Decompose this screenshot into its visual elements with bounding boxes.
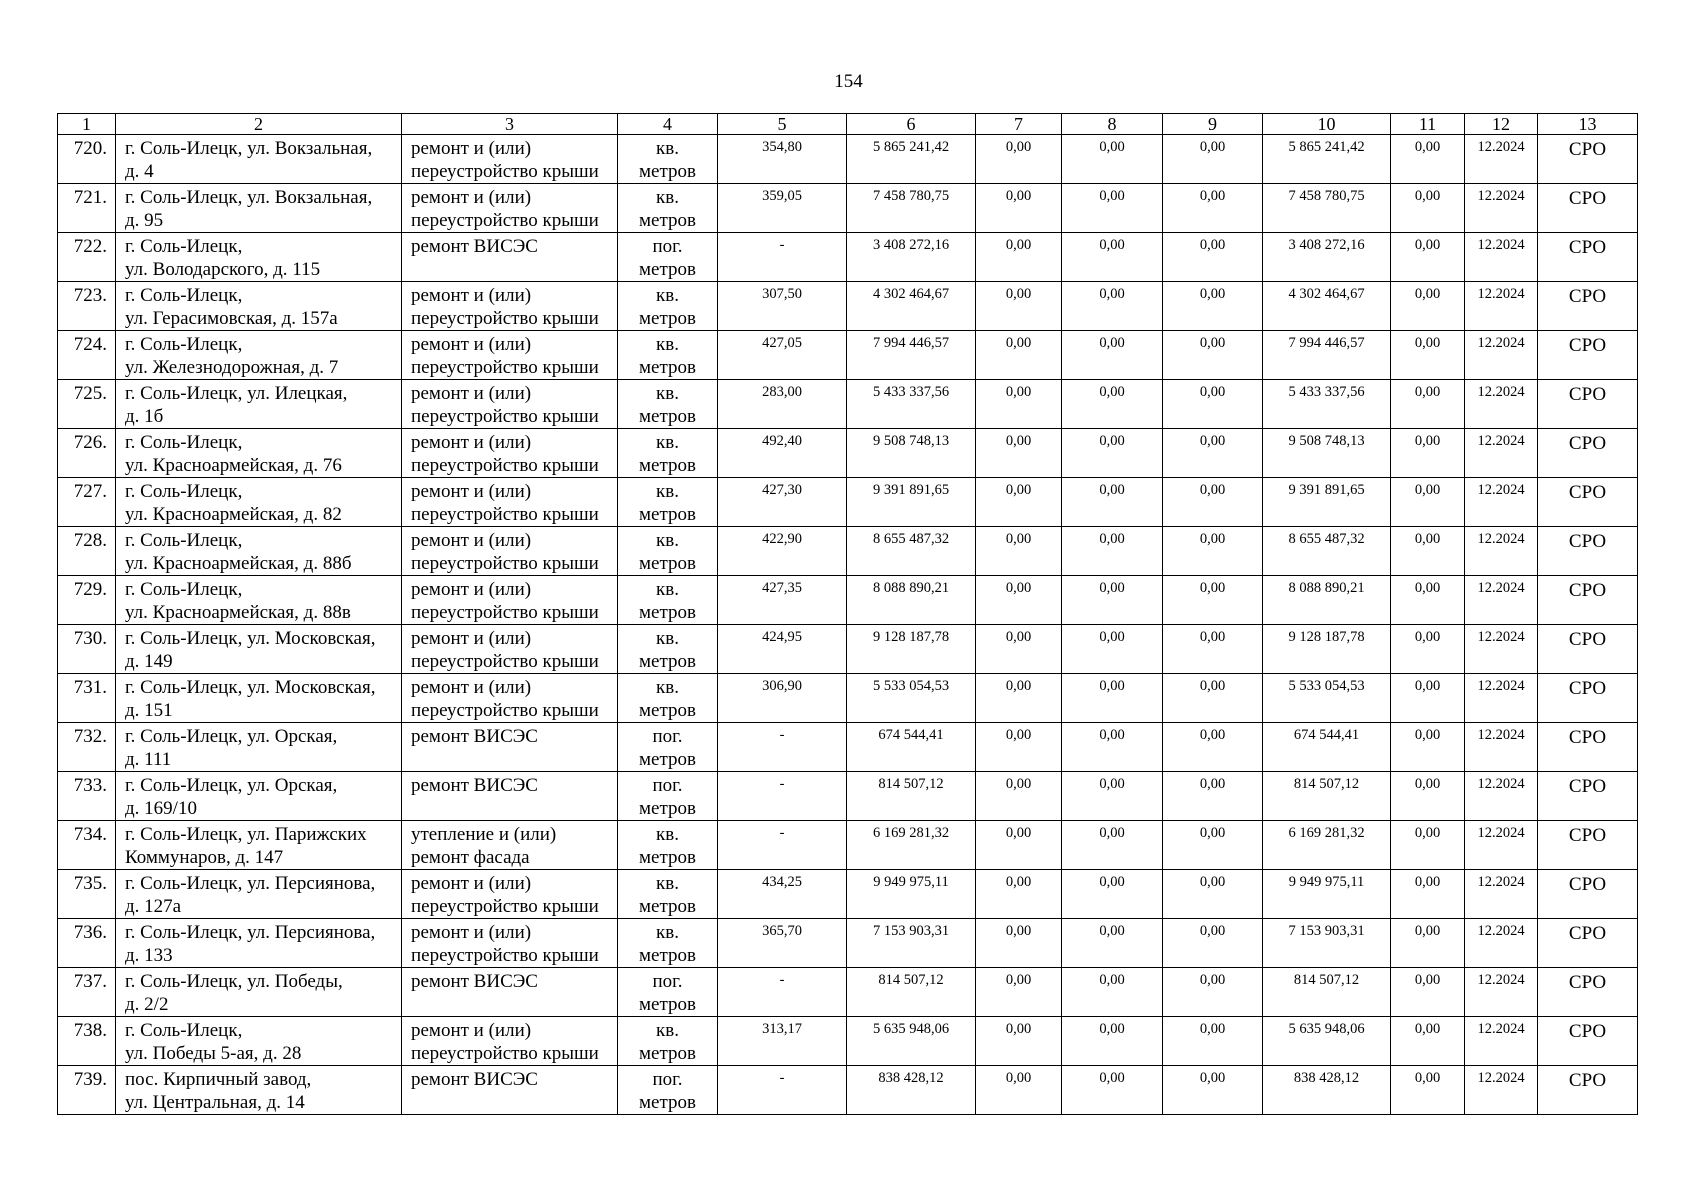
value-cell-7: 0,00 (976, 625, 1062, 674)
payer-cell: СРО (1538, 282, 1638, 331)
area-cell: 354,80 (718, 135, 847, 184)
unit-cell: кв. метров (618, 576, 718, 625)
payer-cell: СРО (1538, 674, 1638, 723)
total-cost-cell: 4 302 464,67 (847, 282, 976, 331)
total-cost-cell: 814 507,12 (847, 772, 976, 821)
value-cell-7: 0,00 (976, 282, 1062, 331)
address-cell: г. Соль-Илецк, ул. Московская, д. 151 (116, 674, 402, 723)
row-number: 737. (58, 968, 116, 1017)
table-row (58, 478, 1638, 527)
table-row (58, 821, 1638, 870)
completion-date-cell: 12.2024 (1465, 478, 1538, 527)
value-cell-7: 0,00 (976, 968, 1062, 1017)
column-header: 13 (1538, 114, 1638, 135)
column-header: 1 (58, 114, 116, 135)
value-cell-11: 0,00 (1391, 919, 1465, 968)
unit-cell: кв. метров (618, 429, 718, 478)
area-cell: - (718, 233, 847, 282)
value-cell-8: 0,00 (1062, 184, 1163, 233)
area-cell: 424,95 (718, 625, 847, 674)
value-cell-10: 5 865 241,42 (1263, 135, 1391, 184)
area-cell: 422,90 (718, 527, 847, 576)
unit-cell: пог. метров (618, 1066, 718, 1115)
total-cost-cell: 674 544,41 (847, 723, 976, 772)
unit-cell: пог. метров (618, 968, 718, 1017)
work-type-cell: ремонт и (или) переустройство крыши (402, 919, 618, 968)
value-cell-10: 5 433 337,56 (1263, 380, 1391, 429)
value-cell-10: 9 949 975,11 (1263, 870, 1391, 919)
payer-cell: СРО (1538, 968, 1638, 1017)
column-header: 2 (116, 114, 402, 135)
payer-cell: СРО (1538, 576, 1638, 625)
value-cell-10: 814 507,12 (1263, 772, 1391, 821)
address-cell: г. Соль-Илецк, ул. Орская, д. 169/10 (116, 772, 402, 821)
row-number: 722. (58, 233, 116, 282)
address-cell: г. Соль-Илецк, ул. Герасимовская, д. 157а (116, 282, 402, 331)
value-cell-7: 0,00 (976, 429, 1062, 478)
address-cell: г. Соль-Илецк, ул. Илецкая, д. 1б (116, 380, 402, 429)
work-type-cell: ремонт и (или) переустройство крыши (402, 184, 618, 233)
value-cell-8: 0,00 (1062, 821, 1163, 870)
row-number: 733. (58, 772, 116, 821)
value-cell-10: 838 428,12 (1263, 1066, 1391, 1115)
completion-date-cell: 12.2024 (1465, 674, 1538, 723)
table-row (58, 527, 1638, 576)
value-cell-7: 0,00 (976, 772, 1062, 821)
value-cell-11: 0,00 (1391, 821, 1465, 870)
value-cell-7: 0,00 (976, 870, 1062, 919)
table-row (58, 1066, 1638, 1115)
table-row (58, 576, 1638, 625)
value-cell-11: 0,00 (1391, 184, 1465, 233)
value-cell-11: 0,00 (1391, 1017, 1465, 1066)
value-cell-9: 0,00 (1163, 821, 1263, 870)
value-cell-8: 0,00 (1062, 968, 1163, 1017)
work-type-cell: ремонт и (или) переустройство крыши (402, 625, 618, 674)
table-row (58, 1017, 1638, 1066)
value-cell-10: 5 635 948,06 (1263, 1017, 1391, 1066)
address-cell: г. Соль-Илецк, ул. Победы, д. 2/2 (116, 968, 402, 1017)
payer-cell: СРО (1538, 772, 1638, 821)
unit-cell: кв. метров (618, 282, 718, 331)
area-cell: - (718, 772, 847, 821)
value-cell-9: 0,00 (1163, 674, 1263, 723)
work-type-cell: ремонт и (или) переустройство крыши (402, 674, 618, 723)
work-type-cell: ремонт ВИСЭС (402, 772, 618, 821)
value-cell-9: 0,00 (1163, 919, 1263, 968)
value-cell-9: 0,00 (1163, 233, 1263, 282)
completion-date-cell: 12.2024 (1465, 576, 1538, 625)
value-cell-8: 0,00 (1062, 1017, 1163, 1066)
total-cost-cell: 9 128 187,78 (847, 625, 976, 674)
value-cell-8: 0,00 (1062, 625, 1163, 674)
area-cell: 313,17 (718, 1017, 847, 1066)
value-cell-9: 0,00 (1163, 135, 1263, 184)
value-cell-7: 0,00 (976, 478, 1062, 527)
table-row (58, 282, 1638, 331)
total-cost-cell: 6 169 281,32 (847, 821, 976, 870)
area-cell: 359,05 (718, 184, 847, 233)
completion-date-cell: 12.2024 (1465, 870, 1538, 919)
unit-cell: пог. метров (618, 233, 718, 282)
address-cell: г. Соль-Илецк, ул. Вокзальная, д. 95 (116, 184, 402, 233)
value-cell-7: 0,00 (976, 527, 1062, 576)
value-cell-11: 0,00 (1391, 478, 1465, 527)
work-type-cell: ремонт и (или) переустройство крыши (402, 135, 618, 184)
payer-cell: СРО (1538, 1017, 1638, 1066)
work-type-cell: ремонт и (или) переустройство крыши (402, 478, 618, 527)
value-cell-7: 0,00 (976, 723, 1062, 772)
area-cell: 307,50 (718, 282, 847, 331)
repair-program-table (57, 113, 1638, 1115)
completion-date-cell: 12.2024 (1465, 429, 1538, 478)
value-cell-11: 0,00 (1391, 135, 1465, 184)
unit-cell: кв. метров (618, 625, 718, 674)
row-number: 723. (58, 282, 116, 331)
row-number: 727. (58, 478, 116, 527)
unit-cell: пог. метров (618, 723, 718, 772)
unit-cell: кв. метров (618, 135, 718, 184)
row-number: 732. (58, 723, 116, 772)
column-header: 4 (618, 114, 718, 135)
row-number: 735. (58, 870, 116, 919)
value-cell-8: 0,00 (1062, 527, 1163, 576)
completion-date-cell: 12.2024 (1465, 625, 1538, 674)
address-cell: г. Соль-Илецк, ул. Володарского, д. 115 (116, 233, 402, 282)
value-cell-8: 0,00 (1062, 576, 1163, 625)
row-number: 730. (58, 625, 116, 674)
payer-cell: СРО (1538, 478, 1638, 527)
column-header: 10 (1263, 114, 1391, 135)
payer-cell: СРО (1538, 1066, 1638, 1115)
value-cell-9: 0,00 (1163, 870, 1263, 919)
header-row (58, 114, 1638, 135)
work-type-cell: ремонт и (или) переустройство крыши (402, 380, 618, 429)
work-type-cell: ремонт ВИСЭС (402, 1066, 618, 1115)
total-cost-cell: 9 508 748,13 (847, 429, 976, 478)
value-cell-10: 8 655 487,32 (1263, 527, 1391, 576)
completion-date-cell: 12.2024 (1465, 1017, 1538, 1066)
row-number: 734. (58, 821, 116, 870)
work-type-cell: утепление и (или) ремонт фасада (402, 821, 618, 870)
total-cost-cell: 7 153 903,31 (847, 919, 976, 968)
address-cell: г. Соль-Илецк, ул. Вокзальная, д. 4 (116, 135, 402, 184)
value-cell-9: 0,00 (1163, 772, 1263, 821)
value-cell-8: 0,00 (1062, 135, 1163, 184)
table-row (58, 625, 1638, 674)
work-type-cell: ремонт и (или) переустройство крыши (402, 331, 618, 380)
total-cost-cell: 5 433 337,56 (847, 380, 976, 429)
completion-date-cell: 12.2024 (1465, 968, 1538, 1017)
column-header: 5 (718, 114, 847, 135)
value-cell-10: 9 508 748,13 (1263, 429, 1391, 478)
value-cell-11: 0,00 (1391, 1066, 1465, 1115)
value-cell-8: 0,00 (1062, 282, 1163, 331)
value-cell-10: 9 128 187,78 (1263, 625, 1391, 674)
column-header: 9 (1163, 114, 1263, 135)
payer-cell: СРО (1538, 527, 1638, 576)
completion-date-cell: 12.2024 (1465, 772, 1538, 821)
unit-cell: кв. метров (618, 870, 718, 919)
address-cell: г. Соль-Илецк, ул. Персиянова, д. 127а (116, 870, 402, 919)
value-cell-10: 9 391 891,65 (1263, 478, 1391, 527)
table-row (58, 919, 1638, 968)
area-cell: 492,40 (718, 429, 847, 478)
work-type-cell: ремонт и (или) переустройство крыши (402, 429, 618, 478)
value-cell-8: 0,00 (1062, 478, 1163, 527)
value-cell-9: 0,00 (1163, 625, 1263, 674)
address-cell: г. Соль-Илецк, ул. Красноармейская, д. 88б (116, 527, 402, 576)
payer-cell: СРО (1538, 625, 1638, 674)
value-cell-8: 0,00 (1062, 674, 1163, 723)
value-cell-7: 0,00 (976, 1066, 1062, 1115)
address-cell: г. Соль-Илецк, ул. Красноармейская, д. 88в (116, 576, 402, 625)
value-cell-7: 0,00 (976, 331, 1062, 380)
value-cell-10: 3 408 272,16 (1263, 233, 1391, 282)
row-number: 738. (58, 1017, 116, 1066)
total-cost-cell: 3 408 272,16 (847, 233, 976, 282)
payer-cell: СРО (1538, 870, 1638, 919)
completion-date-cell: 12.2024 (1465, 331, 1538, 380)
value-cell-7: 0,00 (976, 919, 1062, 968)
value-cell-8: 0,00 (1062, 380, 1163, 429)
unit-cell: кв. метров (618, 331, 718, 380)
table-row (58, 870, 1638, 919)
completion-date-cell: 12.2024 (1465, 380, 1538, 429)
table-row (58, 380, 1638, 429)
row-number: 726. (58, 429, 116, 478)
value-cell-11: 0,00 (1391, 968, 1465, 1017)
work-type-cell: ремонт и (или) переустройство крыши (402, 1017, 618, 1066)
column-header: 12 (1465, 114, 1538, 135)
completion-date-cell: 12.2024 (1465, 135, 1538, 184)
table-row (58, 135, 1638, 184)
row-number: 729. (58, 576, 116, 625)
area-cell: - (718, 968, 847, 1017)
area-cell: 427,05 (718, 331, 847, 380)
table-row (58, 184, 1638, 233)
value-cell-7: 0,00 (976, 135, 1062, 184)
payer-cell: СРО (1538, 135, 1638, 184)
value-cell-7: 0,00 (976, 674, 1062, 723)
total-cost-cell: 5 865 241,42 (847, 135, 976, 184)
table-row (58, 674, 1638, 723)
address-cell: пос. Кирпичный завод, ул. Центральная, д. 14 (116, 1066, 402, 1115)
value-cell-7: 0,00 (976, 233, 1062, 282)
value-cell-10: 814 507,12 (1263, 968, 1391, 1017)
completion-date-cell: 12.2024 (1465, 1066, 1538, 1115)
value-cell-9: 0,00 (1163, 576, 1263, 625)
page-number: 154 (834, 71, 863, 92)
value-cell-9: 0,00 (1163, 331, 1263, 380)
area-cell: - (718, 723, 847, 772)
work-type-cell: ремонт ВИСЭС (402, 233, 618, 282)
value-cell-10: 8 088 890,21 (1263, 576, 1391, 625)
area-cell: 283,00 (718, 380, 847, 429)
payer-cell: СРО (1538, 380, 1638, 429)
unit-cell: кв. метров (618, 919, 718, 968)
value-cell-10: 7 994 446,57 (1263, 331, 1391, 380)
value-cell-9: 0,00 (1163, 527, 1263, 576)
completion-date-cell: 12.2024 (1465, 919, 1538, 968)
value-cell-9: 0,00 (1163, 282, 1263, 331)
row-number: 720. (58, 135, 116, 184)
value-cell-8: 0,00 (1062, 1066, 1163, 1115)
address-cell: г. Соль-Илецк, ул. Московская, д. 149 (116, 625, 402, 674)
table-row (58, 233, 1638, 282)
column-header: 6 (847, 114, 976, 135)
value-cell-9: 0,00 (1163, 723, 1263, 772)
completion-date-cell: 12.2024 (1465, 282, 1538, 331)
work-type-cell: ремонт и (или) переустройство крыши (402, 576, 618, 625)
total-cost-cell: 9 949 975,11 (847, 870, 976, 919)
value-cell-10: 5 533 054,53 (1263, 674, 1391, 723)
area-cell: 306,90 (718, 674, 847, 723)
address-cell: г. Соль-Илецк, ул. Железнодорожная, д. 7 (116, 331, 402, 380)
row-number: 728. (58, 527, 116, 576)
value-cell-11: 0,00 (1391, 233, 1465, 282)
work-type-cell: ремонт и (или) переустройство крыши (402, 527, 618, 576)
unit-cell: кв. метров (618, 674, 718, 723)
value-cell-10: 7 458 780,75 (1263, 184, 1391, 233)
work-type-cell: ремонт ВИСЭС (402, 968, 618, 1017)
value-cell-8: 0,00 (1062, 429, 1163, 478)
total-cost-cell: 9 391 891,65 (847, 478, 976, 527)
column-header: 8 (1062, 114, 1163, 135)
address-cell: г. Соль-Илецк, ул. Орская, д. 111 (116, 723, 402, 772)
value-cell-9: 0,00 (1163, 429, 1263, 478)
table-row (58, 331, 1638, 380)
value-cell-10: 6 169 281,32 (1263, 821, 1391, 870)
completion-date-cell: 12.2024 (1465, 527, 1538, 576)
value-cell-11: 0,00 (1391, 576, 1465, 625)
work-type-cell: ремонт и (или) переустройство крыши (402, 282, 618, 331)
address-cell: г. Соль-Илецк, ул. Парижских Коммунаров, д. 147 (116, 821, 402, 870)
unit-cell: кв. метров (618, 1017, 718, 1066)
total-cost-cell: 7 458 780,75 (847, 184, 976, 233)
total-cost-cell: 7 994 446,57 (847, 331, 976, 380)
value-cell-9: 0,00 (1163, 1066, 1263, 1115)
value-cell-11: 0,00 (1391, 674, 1465, 723)
row-number: 724. (58, 331, 116, 380)
value-cell-8: 0,00 (1062, 331, 1163, 380)
completion-date-cell: 12.2024 (1465, 821, 1538, 870)
table-row (58, 723, 1638, 772)
payer-cell: СРО (1538, 233, 1638, 282)
column-header: 11 (1391, 114, 1465, 135)
total-cost-cell: 838 428,12 (847, 1066, 976, 1115)
payer-cell: СРО (1538, 919, 1638, 968)
total-cost-cell: 8 655 487,32 (847, 527, 976, 576)
area-cell: 427,35 (718, 576, 847, 625)
value-cell-11: 0,00 (1391, 331, 1465, 380)
value-cell-8: 0,00 (1062, 233, 1163, 282)
area-cell: - (718, 1066, 847, 1115)
completion-date-cell: 12.2024 (1465, 184, 1538, 233)
value-cell-11: 0,00 (1391, 723, 1465, 772)
payer-cell: СРО (1538, 184, 1638, 233)
address-cell: г. Соль-Илецк, ул. Красноармейская, д. 82 (116, 478, 402, 527)
work-type-cell: ремонт и (или) переустройство крыши (402, 870, 618, 919)
total-cost-cell: 5 635 948,06 (847, 1017, 976, 1066)
value-cell-9: 0,00 (1163, 1017, 1263, 1066)
payer-cell: СРО (1538, 723, 1638, 772)
table-row (58, 429, 1638, 478)
row-number: 721. (58, 184, 116, 233)
value-cell-11: 0,00 (1391, 870, 1465, 919)
value-cell-10: 674 544,41 (1263, 723, 1391, 772)
area-cell: 365,70 (718, 919, 847, 968)
column-header: 3 (402, 114, 618, 135)
value-cell-11: 0,00 (1391, 625, 1465, 674)
unit-cell: кв. метров (618, 380, 718, 429)
row-number: 736. (58, 919, 116, 968)
value-cell-9: 0,00 (1163, 478, 1263, 527)
value-cell-7: 0,00 (976, 184, 1062, 233)
row-number: 731. (58, 674, 116, 723)
value-cell-10: 4 302 464,67 (1263, 282, 1391, 331)
value-cell-8: 0,00 (1062, 919, 1163, 968)
value-cell-11: 0,00 (1391, 527, 1465, 576)
table-row (58, 968, 1638, 1017)
row-number: 739. (58, 1066, 116, 1115)
value-cell-8: 0,00 (1062, 870, 1163, 919)
completion-date-cell: 12.2024 (1465, 233, 1538, 282)
value-cell-9: 0,00 (1163, 380, 1263, 429)
payer-cell: СРО (1538, 821, 1638, 870)
value-cell-8: 0,00 (1062, 723, 1163, 772)
address-cell: г. Соль-Илецк, ул. Красноармейская, д. 76 (116, 429, 402, 478)
completion-date-cell: 12.2024 (1465, 723, 1538, 772)
value-cell-9: 0,00 (1163, 184, 1263, 233)
unit-cell: кв. метров (618, 821, 718, 870)
unit-cell: кв. метров (618, 527, 718, 576)
unit-cell: пог. метров (618, 772, 718, 821)
value-cell-11: 0,00 (1391, 772, 1465, 821)
area-cell: 434,25 (718, 870, 847, 919)
row-number: 725. (58, 380, 116, 429)
value-cell-7: 0,00 (976, 821, 1062, 870)
total-cost-cell: 8 088 890,21 (847, 576, 976, 625)
total-cost-cell: 5 533 054,53 (847, 674, 976, 723)
value-cell-11: 0,00 (1391, 429, 1465, 478)
column-header: 7 (976, 114, 1062, 135)
work-type-cell: ремонт ВИСЭС (402, 723, 618, 772)
value-cell-7: 0,00 (976, 380, 1062, 429)
area-cell: - (718, 821, 847, 870)
value-cell-7: 0,00 (976, 576, 1062, 625)
unit-cell: кв. метров (618, 184, 718, 233)
value-cell-10: 7 153 903,31 (1263, 919, 1391, 968)
value-cell-8: 0,00 (1062, 772, 1163, 821)
payer-cell: СРО (1538, 429, 1638, 478)
table-row (58, 772, 1638, 821)
address-cell: г. Соль-Илецк, ул. Победы 5-ая, д. 28 (116, 1017, 402, 1066)
value-cell-9: 0,00 (1163, 968, 1263, 1017)
payer-cell: СРО (1538, 331, 1638, 380)
total-cost-cell: 814 507,12 (847, 968, 976, 1017)
value-cell-7: 0,00 (976, 1017, 1062, 1066)
value-cell-11: 0,00 (1391, 282, 1465, 331)
address-cell: г. Соль-Илецк, ул. Персиянова, д. 133 (116, 919, 402, 968)
area-cell: 427,30 (718, 478, 847, 527)
value-cell-11: 0,00 (1391, 380, 1465, 429)
unit-cell: кв. метров (618, 478, 718, 527)
